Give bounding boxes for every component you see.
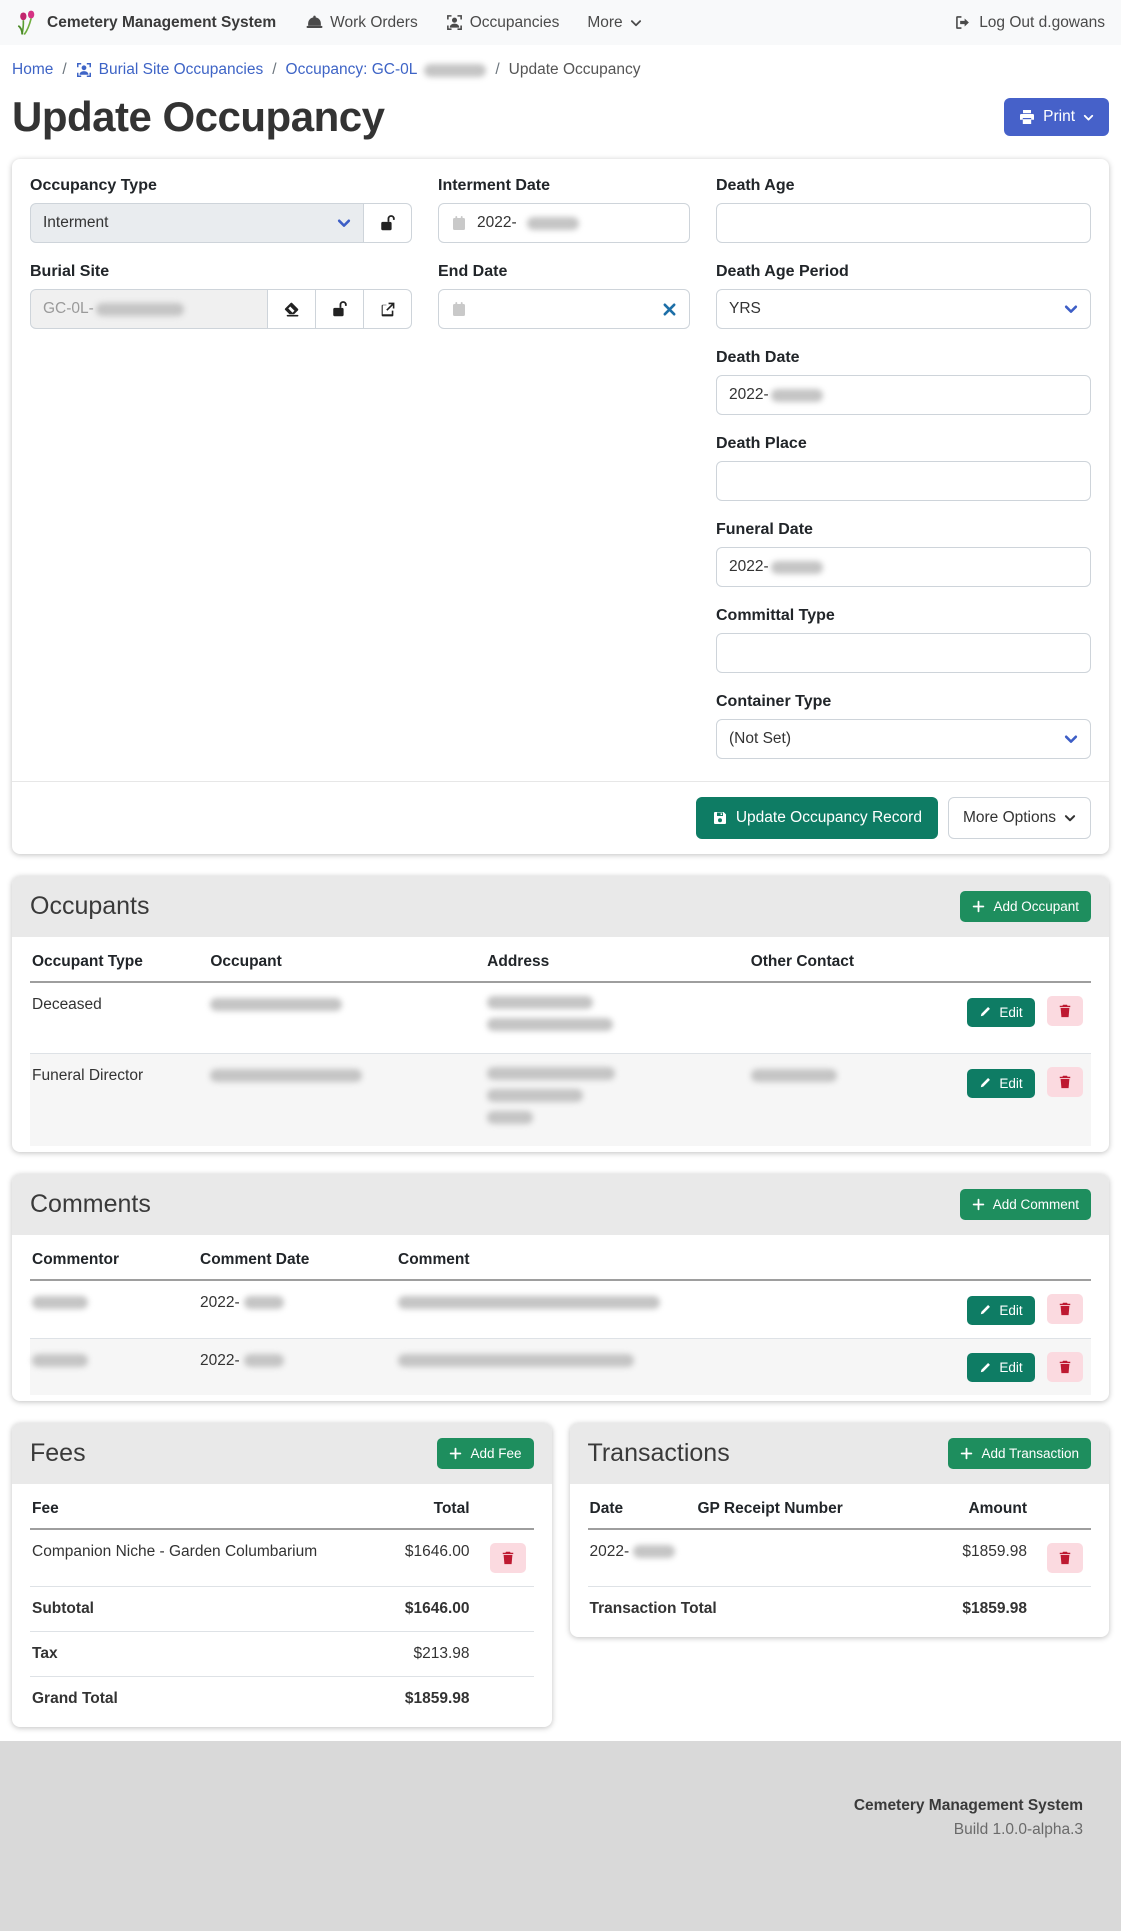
app-brand[interactable]	[16, 10, 276, 36]
page-title: Update Occupancy	[12, 93, 385, 140]
chevron-down-icon	[1064, 302, 1078, 316]
unlock-icon	[331, 300, 349, 318]
burial-site-label: Burial Site	[30, 263, 110, 280]
comments-card	[12, 1174, 1109, 1401]
comments-table-wrap	[12, 1235, 1109, 1401]
redacted-text	[771, 561, 823, 574]
plus-icon	[972, 1198, 985, 1211]
breadcrumb-occupancy[interactable]	[286, 61, 487, 79]
chevron-down-icon	[1064, 732, 1078, 746]
trash-icon	[1058, 1551, 1072, 1565]
col-fee-actions	[478, 1484, 534, 1529]
breadcrumb-burial-label: Burial Site Occupancies	[98, 61, 264, 78]
container-type-label: Container Type	[716, 693, 832, 710]
col-occupant: Occupant	[208, 937, 485, 982]
nav-more-dropdown[interactable]	[587, 14, 641, 32]
death-date-value: 2022-	[729, 386, 769, 403]
edit-label: Edit	[999, 1075, 1023, 1091]
occupants-header-row	[30, 937, 1091, 982]
fee-name-cell: Companion Niche - Garden Columbarium	[30, 1529, 368, 1587]
end-date-input[interactable]	[438, 289, 690, 329]
print-label: Print	[1043, 108, 1075, 125]
transactions-header-row	[588, 1484, 1092, 1529]
interment-date-input[interactable]	[438, 203, 690, 243]
death-age-period-value: YRS	[729, 300, 761, 317]
col-fee-total: Total	[368, 1484, 478, 1529]
committal-type-field	[716, 607, 1091, 673]
comment-actions-cell	[871, 1280, 1091, 1338]
breadcrumb-current: Update Occupancy	[508, 61, 641, 78]
fees-header	[12, 1423, 552, 1484]
occupancy-type-unlock-button[interactable]	[364, 203, 412, 243]
funeral-date-label: Funeral Date	[716, 521, 813, 538]
container-type-value: (Not Set)	[729, 730, 792, 747]
fee-total-cell: $1646.00	[368, 1529, 478, 1587]
pencil-icon	[979, 1077, 991, 1089]
occupant-actions-cell	[965, 1054, 1091, 1147]
breadcrumb	[0, 45, 1121, 79]
save-icon	[712, 810, 728, 826]
funeral-date-input[interactable]	[716, 547, 1091, 587]
more-options-label: More Options	[962, 809, 1056, 826]
empty-cell	[478, 1677, 534, 1722]
breadcrumb-separator: /	[495, 61, 500, 78]
death-date-field	[716, 349, 1091, 415]
redacted-text	[633, 1545, 675, 1558]
chevron-down-icon	[630, 17, 642, 29]
add-comment-button[interactable]	[960, 1189, 1091, 1220]
occupancy-type-select[interactable]	[30, 203, 364, 243]
col-occupant-actions	[965, 937, 1091, 982]
empty-cell	[1035, 1587, 1091, 1632]
delete-fee-button[interactable]	[490, 1543, 526, 1573]
interment-date-label: Interment Date	[438, 177, 551, 194]
occupant-type-cell: Funeral Director	[32, 1067, 144, 1084]
fees-grand-total-row	[30, 1677, 534, 1722]
redacted-text	[398, 1354, 634, 1367]
col-receipt: GP Receipt Number	[696, 1484, 926, 1529]
comments-table	[30, 1235, 1091, 1395]
grand-total-value: $1859.98	[404, 1690, 470, 1707]
add-transaction-label: Add Transaction	[981, 1446, 1079, 1461]
brand-title: Cemetery Management System	[47, 13, 277, 31]
burial-site-field	[30, 263, 412, 329]
empty-cell	[478, 1587, 534, 1632]
occupancy-form-card	[12, 159, 1109, 854]
occupants-header	[12, 876, 1109, 937]
form-footer	[12, 781, 1109, 854]
committal-type-input[interactable]	[716, 633, 1091, 673]
burial-site-unlock-button[interactable]	[316, 289, 364, 329]
transactions-table	[588, 1484, 1092, 1631]
col-comment-date: Comment Date	[198, 1235, 396, 1280]
breadcrumb-separator: /	[62, 61, 67, 78]
interment-date-value: 2022-	[477, 214, 517, 231]
transaction-row	[588, 1529, 1092, 1587]
transaction-total-label: Transaction Total	[589, 1600, 717, 1617]
occupant-address-cell	[485, 1054, 749, 1147]
occupant-name-cell	[208, 1054, 485, 1147]
edit-occupant-button[interactable]	[967, 998, 1034, 1027]
redacted-text	[424, 64, 486, 77]
redacted-text	[751, 1069, 837, 1082]
occupants-table-wrap	[12, 937, 1109, 1152]
transactions-card	[570, 1423, 1110, 1637]
death-age-period-select[interactable]	[716, 289, 1091, 329]
comment-cell	[396, 1280, 871, 1338]
comment-cell	[396, 1338, 871, 1395]
occupant-other-contact-cell	[749, 982, 966, 1054]
death-age-field	[716, 177, 1091, 243]
edit-occupant-button[interactable]	[967, 1069, 1034, 1098]
add-occupant-label: Add Occupant	[993, 899, 1079, 914]
death-place-label: Death Place	[716, 435, 807, 452]
end-date-clear-icon[interactable]	[662, 302, 677, 317]
fees-subtotal-row	[30, 1587, 534, 1632]
comments-header-row	[30, 1235, 1091, 1280]
chevron-down-icon	[1064, 812, 1076, 824]
transaction-actions-cell	[1035, 1529, 1091, 1587]
title-row	[0, 79, 1121, 159]
occupants-title: Occupants	[30, 892, 150, 920]
more-options-button[interactable]	[948, 797, 1091, 839]
col-date: Date	[588, 1484, 696, 1529]
tax-value: $213.98	[368, 1632, 478, 1677]
col-other-contact: Other Contact	[749, 937, 966, 982]
grand-total-label: Grand Total	[32, 1690, 118, 1707]
occupant-actions-cell	[965, 982, 1091, 1054]
col-commentor: Commentor	[30, 1235, 198, 1280]
redacted-text	[487, 1111, 533, 1124]
redacted-text	[487, 996, 593, 1009]
pencil-icon	[979, 1304, 991, 1316]
fee-row	[30, 1529, 534, 1587]
redacted-text	[96, 303, 184, 316]
death-age-period-field	[716, 263, 1091, 329]
tax-label: Tax	[30, 1632, 368, 1677]
fees-card	[12, 1423, 552, 1727]
col-address: Address	[485, 937, 749, 982]
fees-header-row	[30, 1484, 534, 1529]
edit-comment-button[interactable]	[967, 1353, 1034, 1382]
page-footer	[0, 1741, 1121, 1931]
transaction-date-prefix: 2022-	[589, 1543, 630, 1560]
death-date-label: Death Date	[716, 349, 800, 366]
death-place-field	[716, 435, 1091, 501]
delete-occupant-button[interactable]	[1047, 996, 1083, 1026]
printer-icon	[1019, 109, 1035, 125]
subtotal-label: Subtotal	[30, 1587, 368, 1632]
fees-transactions-row	[12, 1423, 1109, 1727]
transactions-table-wrap	[570, 1484, 1110, 1637]
funeral-date-field	[716, 521, 1091, 587]
subtotal-value: $1646.00	[368, 1587, 478, 1632]
delete-comment-button[interactable]	[1047, 1294, 1083, 1324]
fees-title: Fees	[30, 1439, 86, 1467]
nav-occupancies[interactable]	[446, 14, 560, 32]
calendar-icon	[451, 215, 467, 231]
logout-icon	[954, 14, 971, 31]
breadcrumb-occupancy-label: Occupancy: GC-0L	[285, 61, 418, 78]
add-comment-label: Add Comment	[992, 1197, 1079, 1212]
fees-table	[30, 1484, 534, 1721]
edit-label: Edit	[999, 1302, 1023, 1318]
redacted-text	[771, 389, 823, 402]
form-column-2	[438, 177, 690, 779]
breadcrumb-burial-site-occupancies[interactable]	[76, 61, 264, 79]
redacted-text	[210, 1069, 362, 1082]
transaction-receipt-cell	[696, 1529, 926, 1587]
update-occupancy-record-label: Update Occupancy Record	[735, 809, 922, 826]
delete-occupant-button[interactable]	[1047, 1067, 1083, 1097]
commentor-cell	[30, 1338, 198, 1395]
redacted-text	[32, 1296, 88, 1309]
trash-icon	[1058, 1075, 1072, 1089]
print-button[interactable]	[1004, 98, 1109, 136]
add-fee-label: Add Fee	[470, 1446, 522, 1461]
tulip-logo-icon	[16, 10, 38, 36]
edit-label: Edit	[999, 1004, 1023, 1020]
death-age-input[interactable]	[716, 203, 1091, 243]
pencil-icon	[979, 1006, 991, 1018]
burial-site-open-link-button[interactable]	[364, 289, 412, 329]
comment-date-cell	[198, 1280, 396, 1338]
trash-icon	[501, 1551, 515, 1565]
person-frame-icon	[446, 14, 463, 31]
occupant-address-cell	[485, 982, 749, 1054]
nav-more-label: More	[587, 13, 623, 31]
plus-icon	[960, 1447, 973, 1460]
trash-icon	[1058, 1302, 1072, 1316]
transaction-date-cell	[588, 1529, 696, 1587]
occupants-card	[12, 876, 1109, 1152]
redacted-text	[527, 217, 579, 230]
funeral-date-value: 2022-	[729, 558, 769, 575]
edit-label: Edit	[999, 1360, 1023, 1375]
footer-build-version: Build 1.0.0-alpha.3	[953, 1821, 1083, 1838]
comment-row	[30, 1338, 1091, 1395]
comments-header	[12, 1174, 1109, 1235]
comment-date-prefix: 2022-	[200, 1351, 240, 1369]
occupant-type-cell: Deceased	[30, 982, 208, 1054]
person-frame-icon	[76, 62, 92, 78]
redacted-text	[487, 1067, 615, 1080]
interment-date-field	[438, 177, 690, 243]
occupancy-form-grid	[12, 159, 1109, 779]
nav-work-orders-label: Work Orders	[330, 13, 418, 31]
death-age-period-label: Death Age Period	[716, 263, 849, 280]
update-occupancy-record-button[interactable]	[696, 797, 938, 839]
delete-comment-button[interactable]	[1047, 1352, 1083, 1382]
burial-site-input	[30, 289, 268, 329]
container-type-select[interactable]	[716, 719, 1091, 759]
trash-icon	[1058, 1004, 1072, 1018]
breadcrumb-home[interactable]: Home	[12, 61, 54, 78]
comment-date-prefix: 2022-	[200, 1294, 240, 1311]
form-column-3	[716, 177, 1091, 779]
form-column-1	[30, 177, 412, 779]
comments-title: Comments	[30, 1190, 151, 1218]
eraser-icon	[283, 301, 300, 318]
redacted-text	[32, 1354, 88, 1367]
death-place-input[interactable]	[716, 461, 1091, 501]
death-age-label: Death Age	[716, 177, 795, 194]
top-navbar	[0, 0, 1121, 45]
col-occupant-type: Occupant Type	[30, 937, 208, 982]
occupancy-type-value: Interment	[43, 214, 109, 231]
redacted-text	[487, 1018, 613, 1031]
footer-text	[0, 1797, 1083, 1839]
redacted-text	[398, 1296, 660, 1309]
occupants-table	[30, 937, 1091, 1146]
plus-icon	[972, 900, 985, 913]
occupancy-type-field	[30, 177, 412, 243]
empty-cell	[478, 1632, 534, 1677]
col-transaction-actions	[1035, 1484, 1091, 1529]
container-type-field	[716, 693, 1091, 759]
trash-icon	[1058, 1360, 1072, 1374]
unlock-icon	[379, 214, 397, 232]
col-comment: Comment	[396, 1235, 871, 1280]
occupant-row	[30, 982, 1091, 1054]
plus-icon	[449, 1447, 462, 1460]
breadcrumb-separator: /	[272, 61, 277, 78]
logout-label: Log Out d.gowans	[979, 13, 1105, 31]
end-date-label: End Date	[438, 263, 508, 280]
committal-type-label: Committal Type	[716, 607, 835, 624]
col-amount: Amount	[925, 1484, 1035, 1529]
edit-comment-button[interactable]	[967, 1296, 1034, 1325]
transactions-header	[570, 1423, 1110, 1484]
pencil-icon	[979, 1362, 991, 1374]
transaction-amount-cell: $1859.98	[925, 1529, 1035, 1587]
col-fee: Fee	[30, 1484, 368, 1529]
transaction-total-value: $1859.98	[962, 1600, 1027, 1617]
comment-actions-cell	[871, 1338, 1091, 1395]
burial-site-clear-button[interactable]	[268, 289, 316, 329]
redacted-text	[244, 1354, 284, 1367]
transaction-total-row	[588, 1587, 1092, 1632]
occupancy-type-label: Occupancy Type	[30, 177, 157, 194]
commentor-cell	[30, 1280, 198, 1338]
fee-actions-cell	[478, 1529, 534, 1587]
delete-transaction-button[interactable]	[1047, 1543, 1083, 1573]
occupant-name-cell	[208, 982, 485, 1054]
external-link-icon	[379, 301, 396, 318]
col-comment-actions	[871, 1235, 1091, 1280]
transactions-title: Transactions	[587, 1439, 730, 1467]
end-date-field	[438, 263, 690, 329]
occupant-row	[30, 1054, 1091, 1147]
add-transaction-button[interactable]	[948, 1438, 1091, 1469]
caret-down-icon	[1083, 112, 1094, 123]
fees-tax-row	[30, 1632, 534, 1677]
hard-hat-icon	[306, 14, 323, 31]
death-date-input[interactable]	[716, 375, 1091, 415]
add-occupant-button[interactable]	[960, 891, 1091, 922]
nav-occupancies-label: Occupancies	[469, 13, 560, 31]
comment-date-cell	[198, 1338, 396, 1395]
calendar-icon	[451, 301, 467, 317]
redacted-text	[487, 1089, 583, 1102]
footer-app-name: Cemetery Management System	[853, 1797, 1083, 1814]
fees-table-wrap	[12, 1484, 552, 1727]
add-fee-button[interactable]	[437, 1438, 533, 1469]
logout-button[interactable]	[954, 14, 1105, 32]
redacted-text	[244, 1296, 284, 1309]
burial-site-value: GC-0L-	[43, 300, 94, 317]
occupant-other-contact-cell	[749, 1054, 966, 1147]
nav-work-orders[interactable]	[306, 14, 418, 32]
comment-row	[30, 1280, 1091, 1338]
redacted-text	[210, 998, 342, 1011]
chevron-down-icon	[337, 216, 351, 230]
